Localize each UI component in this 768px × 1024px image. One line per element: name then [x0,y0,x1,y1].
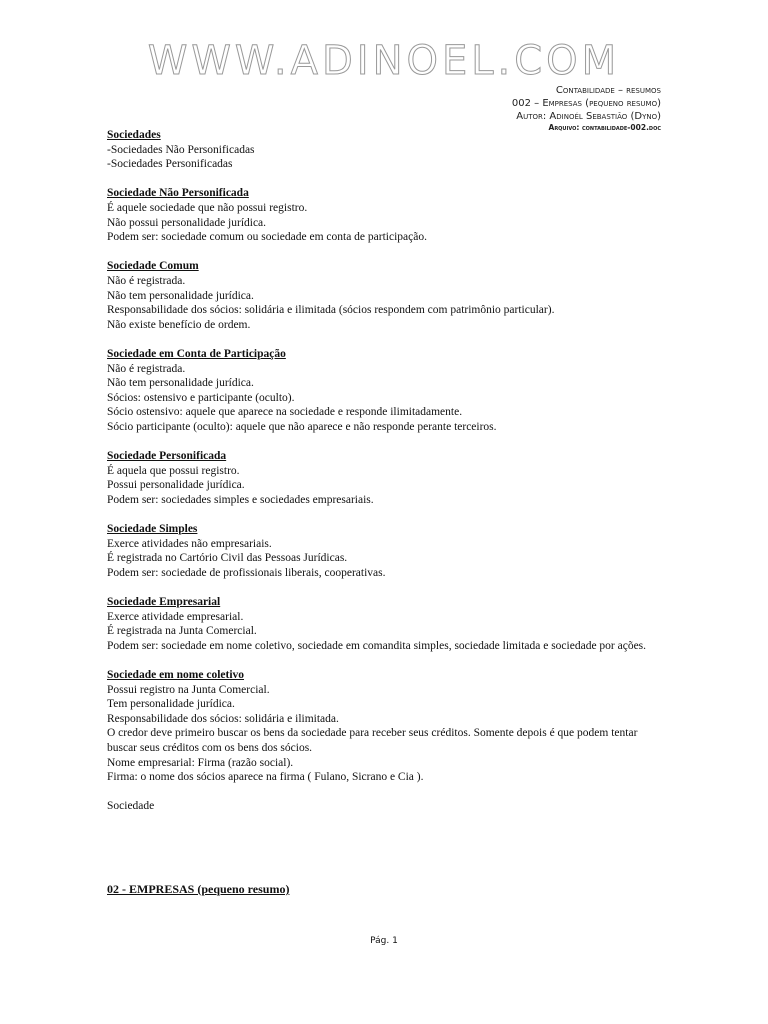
section-title: Sociedade Comum [107,260,199,273]
section [107,595,667,653]
section-line: É aquela que possui registro. [107,464,240,477]
section-title: Sociedade em Conta de Participação [107,347,286,360]
section-line: Exerce atividade empresarial. [107,610,244,623]
section-line: Firma: o nome dos sócios aparece na firma ( Fulano, Sicrano e Cia ). [107,771,424,784]
section-line: -Sociedades Não Personificadas [107,143,255,156]
section-line: É registrada no Cartório Civil das Pessoas Jurídicas. [107,552,348,565]
section-line: É registrada na Junta Comercial. [107,625,257,638]
watermark-logo: WWW.ADINOEL.COM [147,38,621,84]
section-line: Exerce atividades não empresariais. [107,537,272,550]
section-line: Não é registrada. [107,362,186,375]
section-line: Nome empresarial: Firma (razão social). [107,756,294,769]
section-line: Podem ser: sociedade comum ou sociedade em conta de participação. [107,231,427,244]
section-line: Não é registrada. [107,274,186,287]
header-line-title: 002 – Empresas (pequeno resumo) [511,98,661,109]
section-line: Podem ser: sociedade em nome coletivo, sociedade em comandita simples, sociedade limitada e sociedade por ações. [107,639,647,652]
section [107,449,667,507]
section-line: Sócio ostensivo: aquele que aparece na sociedade e responde ilimitadamente. [107,406,463,419]
document-title: 02 - EMPRESAS (pequeno resumo) [107,882,290,896]
section-line: É aquele sociedade que não possui registro. [107,201,308,214]
page-number: Pág. 1 [370,936,398,946]
section-line: Sócio participante (oculto): aquele que não aparece e não responde perante terceiros. [107,420,497,433]
section-line: Não tem personalidade jurídica. [107,377,254,390]
section [107,668,667,785]
section [107,186,667,244]
section [107,522,667,580]
section-line: Tem personalidade jurídica. [107,698,235,711]
section-line: -Sociedades Personificadas [107,158,233,171]
section-line: Sócios: ostensivo e participante (oculto). [107,391,295,404]
section-title: Sociedade Não Personificada [107,187,249,200]
header-line-author: Autor: Adinoél Sebastião (Dyno) [516,111,661,122]
section [107,347,667,435]
section-line: Podem ser: sociedade de profissionais liberais, cooperativas. [107,566,386,579]
section-title: Sociedade em nome coletivo [107,668,245,681]
section-line: Possui registro na Junta Comercial. [107,683,270,696]
header-line-file: Arquivo: contabilidade-002.doc [548,123,661,132]
header-line-category: Contabilidade – resumos [555,85,661,96]
section-title: Sociedade Simples [107,523,198,536]
tail-text: Sociedade [107,800,155,813]
section-line: Não possui personalidade jurídica. [107,216,267,229]
document-header [512,84,661,133]
section [107,259,667,332]
section-line: Responsabilidade dos sócios: solidária e ilimitada. [107,712,339,725]
section-line: Não tem personalidade jurídica. [107,289,254,302]
section-line: Não existe benefício de ordem. [107,318,251,331]
document-body [107,128,667,814]
section-title: Sociedade Empresarial [107,596,221,608]
section-title: Sociedade Personificada [107,450,227,463]
section-title: Sociedades [107,129,161,141]
section-line: Responsabilidade dos sócios: solidária e ilimitada (sócios respondem com patrimônio particular). [107,304,555,317]
section-line: Podem ser: sociedades simples e sociedades empresariais. [107,493,374,506]
section [107,128,667,172]
section-line: O credor deve primeiro buscar os bens da sociedade para receber seus créditos. Somente depois é que podem tentar buscar seus créditos com os bens dos sócios. [107,727,638,754]
section-line: Possui personalidade jurídica. [107,479,245,492]
